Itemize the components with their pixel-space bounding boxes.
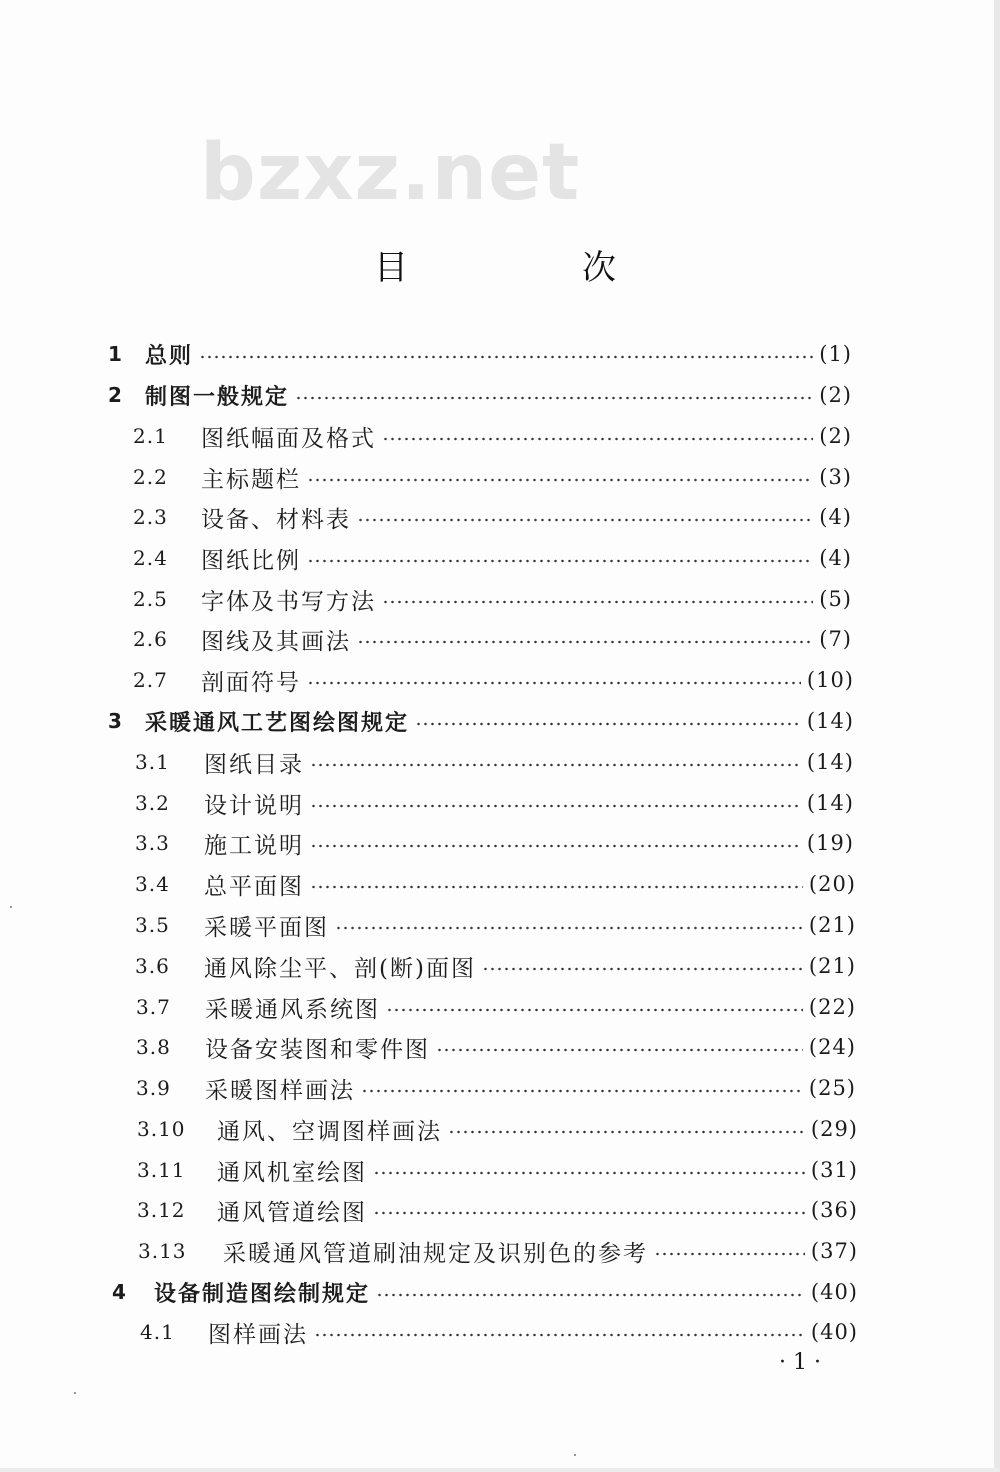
toc-leader-dots — [382, 600, 813, 604]
toc-entry-number: 3.10 — [137, 1117, 186, 1141]
toc-entry-number: 2.2 — [133, 465, 168, 489]
toc-entry-page: (29) — [810, 1117, 858, 1141]
toc-leader-dots — [307, 681, 801, 685]
toc-entry-title: 剖面符号 — [201, 669, 301, 696]
toc-entry-title: 通风机室绘图 — [217, 1159, 367, 1186]
scan-speck — [10, 906, 12, 908]
toc-entry-page: (20) — [808, 872, 856, 896]
toc-entry-number: 3.11 — [137, 1158, 186, 1182]
toc-entry-number: 3.1 — [135, 750, 170, 774]
toc-entry-title: 设备安装图和零件图 — [205, 1036, 430, 1063]
toc-entry-number: 2.3 — [133, 505, 168, 529]
toc-entry-page: (19) — [806, 831, 854, 855]
toc-entry-page: (2) — [819, 424, 852, 448]
toc-entry-page: (1) — [819, 342, 852, 366]
toc-entry-number: 2 — [108, 383, 122, 407]
toc-entry-number: 1 — [108, 342, 122, 366]
toc-entry-title: 采暖平面图 — [204, 914, 329, 941]
toc-entry-number: 2.1 — [133, 424, 168, 448]
toc-entry-page: (37) — [810, 1239, 858, 1263]
toc-entry-page: (31) — [810, 1158, 858, 1182]
toc-leader-dots — [307, 478, 813, 482]
toc-entry-number: 3.7 — [136, 995, 171, 1019]
toc-entry-number: 2.7 — [133, 668, 168, 692]
toc-entry — [135, 786, 854, 820]
toc-entry-number: 3 — [108, 709, 122, 733]
toc-leader-dots — [361, 1089, 803, 1093]
toc-entry-page: (14) — [806, 791, 854, 815]
toc-leader-dots — [314, 1333, 805, 1337]
toc-entry — [133, 541, 852, 575]
toc-entry — [136, 990, 856, 1024]
toc-entry-page: (24) — [808, 1035, 856, 1059]
toc-entry-title: 图线及其画法 — [201, 628, 351, 655]
toc-entry-title: 采暖图样画法 — [205, 1077, 355, 1104]
toc-entry-number: 3.3 — [135, 831, 170, 855]
toc-entry-page: (21) — [808, 954, 856, 978]
toc-entry — [133, 460, 852, 494]
toc-entry-number: 4.1 — [140, 1320, 175, 1344]
toc-leader-dots — [373, 1211, 805, 1215]
toc-entry-page: (14) — [806, 709, 854, 733]
toc-leader-dots — [373, 1171, 805, 1175]
toc-entry-number: 3.13 — [138, 1239, 187, 1263]
scan-speck — [574, 1454, 576, 1456]
toc-entry-page: (14) — [806, 750, 854, 774]
toc-entry-number: 2.4 — [133, 546, 168, 570]
toc-entry-number: 3.5 — [135, 913, 170, 937]
toc-leader-dots — [654, 1252, 805, 1256]
toc-entry — [135, 867, 856, 901]
toc-entry — [138, 1234, 858, 1268]
toc-leader-dots — [310, 844, 801, 848]
toc-entry-page: (5) — [819, 587, 852, 611]
toc-entry-title: 采暖通风管道刷油规定及识别色的参考 — [223, 1240, 648, 1267]
toc-entry-title: 设备、材料表 — [201, 506, 351, 533]
toc-leader-dots — [482, 967, 803, 971]
toc-entry-title: 制图一般规定 — [145, 384, 290, 410]
toc-entry-title: 主标题栏 — [201, 466, 301, 493]
toc-entry — [137, 1112, 858, 1146]
toc-entry-title: 采暖通风系统图 — [205, 996, 380, 1023]
toc-entry-page: (10) — [806, 668, 854, 692]
toc-entry-number: 3.6 — [135, 954, 170, 978]
toc-entry-page: (40) — [810, 1320, 858, 1344]
toc-entry — [136, 1071, 856, 1105]
toc-entry-page: (21) — [808, 913, 856, 937]
toc-entry — [133, 622, 852, 656]
toc-leader-dots — [357, 640, 813, 644]
toc-entry-title: 通风管道绘图 — [217, 1199, 367, 1226]
toc-entry-page: (3) — [819, 465, 852, 489]
toc-entry-title: 通风、空调图样画法 — [217, 1118, 442, 1145]
toc-leader-dots — [199, 355, 813, 359]
toc-entry — [135, 826, 854, 860]
toc-entry — [108, 704, 854, 738]
toc-entry-page: (2) — [819, 383, 852, 407]
toc-entry — [135, 949, 856, 983]
toc-entry-title: 图纸幅面及格式 — [201, 425, 376, 452]
toc-leader-dots — [310, 763, 801, 767]
toc-entry-title: 通风除尘平、剖(断)面图 — [204, 955, 476, 982]
toc-entry-title: 图纸比例 — [201, 547, 301, 574]
toc-entry — [137, 1193, 858, 1227]
toc-entry — [133, 582, 852, 616]
toc-leader-dots — [415, 722, 801, 726]
toc-entry-page: (25) — [808, 1076, 856, 1100]
toc-entry-number: 3.12 — [137, 1198, 186, 1222]
toc-entry-title: 采暖通风工艺图绘图规定 — [145, 710, 410, 736]
toc-leader-dots — [310, 804, 801, 808]
toc-entry — [136, 1030, 856, 1064]
toc-entry-title: 施工说明 — [204, 832, 304, 859]
toc-entry-number: 4 — [112, 1280, 126, 1304]
toc-entry-title: 图纸目录 — [204, 751, 304, 778]
toc-leader-dots — [436, 1048, 803, 1052]
toc-entry — [140, 1315, 858, 1349]
toc-entry-number: 2.5 — [133, 587, 168, 611]
toc-leader-dots — [335, 926, 803, 930]
toc-entry — [112, 1275, 858, 1309]
toc-entry-page: (7) — [819, 627, 852, 651]
toc-leader-dots — [376, 1293, 805, 1297]
toc-entry-page: (36) — [810, 1198, 858, 1222]
page-title: 目 次 — [374, 248, 686, 288]
toc-entry — [137, 1153, 858, 1187]
toc-leader-dots — [310, 885, 803, 889]
toc-entry-number: 3.9 — [136, 1076, 171, 1100]
toc-entry-number: 3.2 — [135, 791, 170, 815]
toc-leader-dots — [307, 559, 813, 563]
toc-entry-number: 3.8 — [136, 1035, 171, 1059]
toc-entry-page: (22) — [808, 995, 856, 1019]
toc-entry-page: (4) — [819, 546, 852, 570]
toc-entry-page: (40) — [810, 1280, 858, 1304]
toc-entry — [133, 663, 854, 697]
toc-entry — [133, 419, 852, 453]
toc-entry — [108, 378, 852, 412]
toc-entry-title: 字体及书写方法 — [201, 588, 376, 615]
toc-entry — [133, 500, 852, 534]
toc-entry-title: 设计说明 — [204, 792, 304, 819]
toc-entry-title: 图样画法 — [208, 1321, 308, 1348]
toc-entry — [135, 908, 856, 942]
toc-leader-dots — [295, 396, 813, 400]
toc-leader-dots — [448, 1130, 805, 1134]
toc-entry-title: 总平面图 — [204, 873, 304, 900]
toc-entry — [108, 337, 852, 371]
toc-entry-title: 设备制造图绘制规定 — [154, 1281, 371, 1307]
toc-entry-number: 3.4 — [135, 872, 170, 896]
page-number: · 1 · — [779, 1350, 821, 1375]
toc-entry — [135, 745, 854, 779]
toc-leader-dots — [357, 518, 813, 522]
toc-entry-title: 总则 — [145, 343, 194, 369]
watermark: bzxz.net — [200, 128, 581, 218]
toc-entry-page: (4) — [819, 505, 852, 529]
toc-leader-dots — [382, 437, 813, 441]
toc-leader-dots — [386, 1008, 803, 1012]
scan-speck — [74, 1392, 76, 1394]
toc-entry-number: 2.6 — [133, 627, 168, 651]
